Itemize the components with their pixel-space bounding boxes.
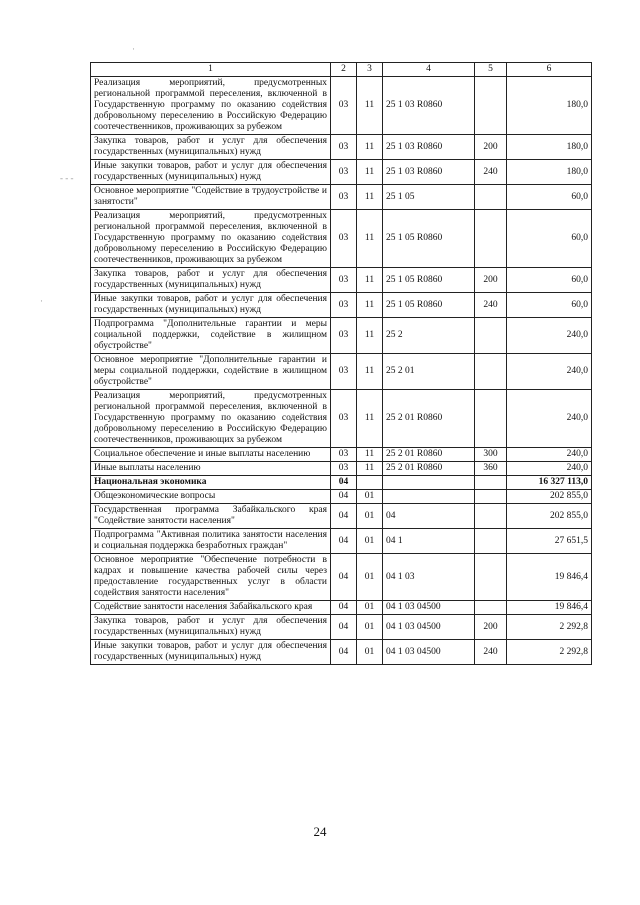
cell-amount: 60,0: [507, 185, 592, 210]
cell-target-article: 25 1 03 R0860: [383, 135, 475, 160]
cell-target-article: 04 1 03: [383, 554, 475, 601]
cell-target-article: 25 1 05 R0860: [383, 268, 475, 293]
cell-section: 04: [331, 490, 357, 504]
cell-name: Реализация мероприятий, предусмотренных региональной программой переселения, включенной в Государственную программу по оказанию содействия добровольному переселению в Российскую Федерацию соотечественников, проживающих за рубежом: [91, 77, 331, 135]
cell-name: Социальное обеспечение и иные выплаты населению: [91, 448, 331, 462]
cell-amount: 202 855,0: [507, 504, 592, 529]
cell-subsection: [357, 476, 383, 490]
cell-subsection: 11: [357, 268, 383, 293]
cell-name: Иные закупки товаров, работ и услуг для обеспечения государственных (муниципальных) нужд: [91, 160, 331, 185]
cell-section: 04: [331, 640, 357, 665]
cell-section: 04: [331, 554, 357, 601]
table-row: [91, 490, 592, 504]
cell-amount: 60,0: [507, 210, 592, 268]
cell-expense-type: [475, 554, 507, 601]
cell-target-article: 04 1 03 04500: [383, 601, 475, 615]
cell-section: 03: [331, 77, 357, 135]
cell-expense-type: [475, 210, 507, 268]
cell-section: 03: [331, 354, 357, 390]
cell-target-article: 04 1 03 04500: [383, 640, 475, 665]
cell-name: Закупка товаров, работ и услуг для обеспечения государственных (муниципальных) нужд: [91, 135, 331, 160]
cell-target-article: 25 2 01 R0860: [383, 390, 475, 448]
cell-expense-type: 240: [475, 640, 507, 665]
cell-expense-type: [475, 390, 507, 448]
cell-expense-type: 200: [475, 268, 507, 293]
table-row: [91, 293, 592, 318]
cell-section: 04: [331, 529, 357, 554]
budget-table: [90, 62, 592, 665]
cell-subsection: 11: [357, 318, 383, 354]
cell-section: 03: [331, 448, 357, 462]
cell-target-article: 04 1 03 04500: [383, 615, 475, 640]
table-row: [91, 77, 592, 135]
cell-amount: 60,0: [507, 268, 592, 293]
cell-name: Иные закупки товаров, работ и услуг для обеспечения государственных (муниципальных) нужд: [91, 640, 331, 665]
cell-subsection: 01: [357, 640, 383, 665]
cell-subsection: 11: [357, 135, 383, 160]
cell-amount: 2 292,8: [507, 640, 592, 665]
cell-subsection: 01: [357, 529, 383, 554]
table-row: [91, 504, 592, 529]
cell-expense-type: 360: [475, 462, 507, 476]
table-row: [91, 210, 592, 268]
cell-subsection: 11: [357, 354, 383, 390]
cell-name: Реализация мероприятий, предусмотренных региональной программой переселения, включенной в Государственную программу по оказанию содействия добровольному переселению в Российскую Федерацию соотечественников, проживающих за рубежом: [91, 210, 331, 268]
cell-subsection: 11: [357, 77, 383, 135]
cell-amount: 202 855,0: [507, 490, 592, 504]
cell-target-article: 25 1 05: [383, 185, 475, 210]
cell-subsection: 01: [357, 554, 383, 601]
table-row: [91, 354, 592, 390]
scan-speck: ·: [132, 44, 135, 54]
cell-amount: 180,0: [507, 160, 592, 185]
cell-name: Закупка товаров, работ и услуг для обеспечения государственных (муниципальных) нужд: [91, 615, 331, 640]
cell-section: 03: [331, 268, 357, 293]
header-amount: 6: [507, 63, 592, 77]
cell-subsection: 11: [357, 448, 383, 462]
cell-subsection: 11: [357, 293, 383, 318]
table-header-row: [91, 63, 592, 77]
cell-name: Иные выплаты населению: [91, 462, 331, 476]
table-row: [91, 448, 592, 462]
cell-subsection: 01: [357, 490, 383, 504]
cell-expense-type: [475, 185, 507, 210]
cell-target-article: 25 1 03 R0860: [383, 160, 475, 185]
cell-target-article: 25 1 03 R0860: [383, 77, 475, 135]
cell-amount: 27 651,5: [507, 529, 592, 554]
header-subsection: 3: [357, 63, 383, 77]
cell-amount: 240,0: [507, 354, 592, 390]
scan-margin-mark: - - -: [60, 173, 74, 183]
table-row: [91, 476, 592, 490]
cell-section: 03: [331, 293, 357, 318]
cell-name: Общеэкономические вопросы: [91, 490, 331, 504]
cell-target-article: 25 1 05 R0860: [383, 293, 475, 318]
scan-speck: ·: [40, 296, 43, 306]
cell-name: Содействие занятости населения Забайкальского края: [91, 601, 331, 615]
cell-section: 03: [331, 135, 357, 160]
cell-section: 04: [331, 615, 357, 640]
cell-expense-type: 300: [475, 448, 507, 462]
cell-expense-type: 200: [475, 615, 507, 640]
table-row: [91, 529, 592, 554]
cell-name: Основное мероприятие "Содействие в трудоустройстве и занятости": [91, 185, 331, 210]
cell-name: Основное мероприятие "Дополнительные гарантии и меры социальной поддержки, содействие в жилищном обустройстве": [91, 354, 331, 390]
cell-section: 04: [331, 601, 357, 615]
cell-name: Основное мероприятие "Обеспечение потребности в кадрах и повышение качества рабочей силы через предоставление государственных услуг в области содействия занятости населения": [91, 554, 331, 601]
cell-amount: 19 846,4: [507, 601, 592, 615]
cell-subsection: 11: [357, 160, 383, 185]
cell-target-article: 25 2 01 R0860: [383, 448, 475, 462]
table-row: [91, 135, 592, 160]
table-row: [91, 268, 592, 293]
cell-amount: 240,0: [507, 462, 592, 476]
cell-name: Государственная программа Забайкальского края "Содействие занятости населения": [91, 504, 331, 529]
header-expense-type: 5: [475, 63, 507, 77]
cell-expense-type: [475, 529, 507, 554]
table-row: [91, 390, 592, 448]
cell-target-article: 25 2: [383, 318, 475, 354]
cell-name: Подпрограмма "Дополнительные гарантии и меры социальной поддержки, содействие в жилищном обустройстве": [91, 318, 331, 354]
cell-target-article: [383, 476, 475, 490]
cell-subsection: 01: [357, 504, 383, 529]
header-section: 2: [331, 63, 357, 77]
cell-name: Реализация мероприятий, предусмотренных региональной программой переселения, включенной в Государственную программу по оказанию содействия добровольному переселению в Российскую Федерацию соотечественников, проживающих за рубежом: [91, 390, 331, 448]
cell-target-article: 25 2 01 R0860: [383, 462, 475, 476]
header-target-article: 4: [383, 63, 475, 77]
table-row: [91, 554, 592, 601]
cell-amount: 2 292,8: [507, 615, 592, 640]
cell-subsection: 01: [357, 615, 383, 640]
cell-expense-type: 240: [475, 160, 507, 185]
cell-target-article: 25 2 01: [383, 354, 475, 390]
cell-section: 03: [331, 390, 357, 448]
cell-expense-type: [475, 476, 507, 490]
cell-amount: 19 846,4: [507, 554, 592, 601]
cell-target-article: 04 1: [383, 529, 475, 554]
cell-section: 03: [331, 462, 357, 476]
cell-section: 03: [331, 318, 357, 354]
cell-amount: 240,0: [507, 390, 592, 448]
table-row: [91, 640, 592, 665]
cell-target-article: 25 1 05 R0860: [383, 210, 475, 268]
cell-section: 04: [331, 504, 357, 529]
cell-name: Закупка товаров, работ и услуг для обеспечения государственных (муниципальных) нужд: [91, 268, 331, 293]
cell-amount: 240,0: [507, 318, 592, 354]
cell-subsection: 01: [357, 601, 383, 615]
cell-amount: 16 327 113,0: [507, 476, 592, 490]
cell-amount: 180,0: [507, 77, 592, 135]
cell-amount: 240,0: [507, 448, 592, 462]
header-name: 1: [91, 63, 331, 77]
cell-section: 03: [331, 185, 357, 210]
cell-name: Национальная экономика: [91, 476, 331, 490]
cell-expense-type: [475, 601, 507, 615]
cell-section: 03: [331, 160, 357, 185]
cell-expense-type: 240: [475, 293, 507, 318]
cell-expense-type: 200: [475, 135, 507, 160]
cell-expense-type: [475, 318, 507, 354]
cell-subsection: 11: [357, 462, 383, 476]
cell-subsection: 11: [357, 210, 383, 268]
table-row: [91, 160, 592, 185]
cell-section: 04: [331, 476, 357, 490]
cell-amount: 60,0: [507, 293, 592, 318]
cell-expense-type: [475, 354, 507, 390]
cell-amount: 180,0: [507, 135, 592, 160]
table-row: [91, 615, 592, 640]
cell-target-article: 04: [383, 504, 475, 529]
cell-expense-type: [475, 77, 507, 135]
cell-name: Иные закупки товаров, работ и услуг для обеспечения государственных (муниципальных) нужд: [91, 293, 331, 318]
table-row: [91, 462, 592, 476]
page-number: 24: [313, 824, 327, 839]
cell-name: Подпрограмма "Активная политика занятости населения и социальная поддержка безработных граждан": [91, 529, 331, 554]
cell-target-article: [383, 490, 475, 504]
cell-subsection: 11: [357, 185, 383, 210]
table-row: [91, 185, 592, 210]
cell-expense-type: [475, 504, 507, 529]
table-row: [91, 318, 592, 354]
table-row: [91, 601, 592, 615]
cell-section: 03: [331, 210, 357, 268]
cell-expense-type: [475, 490, 507, 504]
cell-subsection: 11: [357, 390, 383, 448]
